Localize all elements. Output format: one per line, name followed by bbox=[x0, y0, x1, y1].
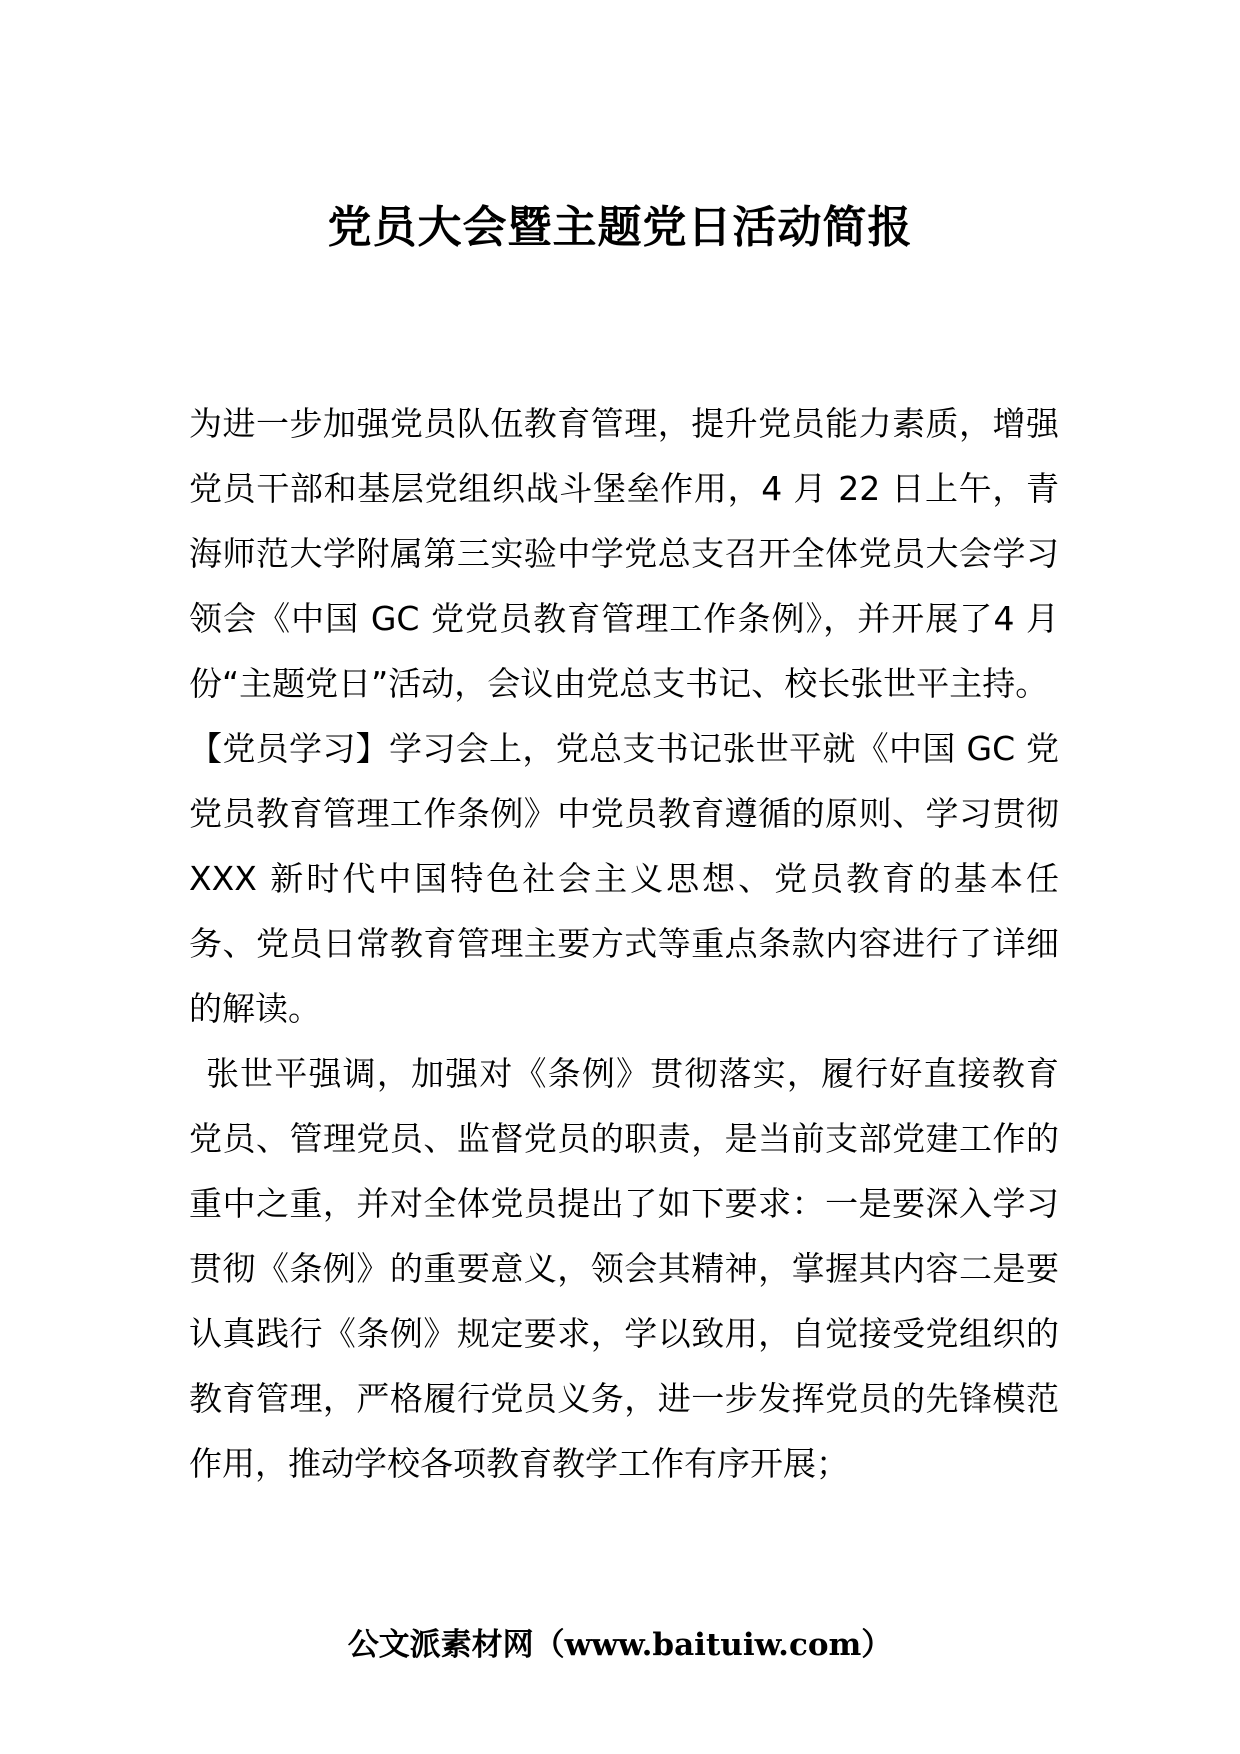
paragraph-intro: 为进一步加强党员队伍教育管理，提升党员能力素质，增强党员干部和基层党组织战斗堡垒作用，4 月 22 日上午，青海师范大学附属第三实验中学党总支召开全体党员大会学习领会《中国 GC 党党员教育管理工作条例》，并开展了4 月份“主题党日”活动，会议由党总支书记、校长张世平主持。 bbox=[189, 404, 1059, 703]
paragraph-party-study: 【党员学习】学习会上，党总支书记张世平就《中国 GC 党党员教育管理工作条例》中党员教育遵循的原则、学习贯彻 XXX 新时代中国特色社会主义思想、党员教育的基本任务、党员日常教育管理主要方式等重点条款内容进行了详细的解读。 bbox=[189, 729, 1059, 1028]
paragraph-requirements: 张世平强调，加强对《条例》贯彻落实，履行好直接教育党员、管理党员、监督党员的职责，是当前支部党建工作的重中之重，并对全体党员提出了如下要求：一是要深入学习贯彻《条例》的重要意义，领会其精神，掌握其内容二是要认真践行《条例》规定要求，学以致用，自觉接受党组织的教育管理，严格履行党员义务，进一步发挥党员的先锋模范作用，推动学校各项教育教学工作有序开展； bbox=[189, 1054, 1059, 1483]
document-title: 党员大会暨主题党日活动简报 bbox=[327, 202, 913, 253]
source-footer: 公文派素材网（www.baituiw.com） bbox=[347, 1627, 893, 1663]
document-body bbox=[189, 391, 1059, 1496]
